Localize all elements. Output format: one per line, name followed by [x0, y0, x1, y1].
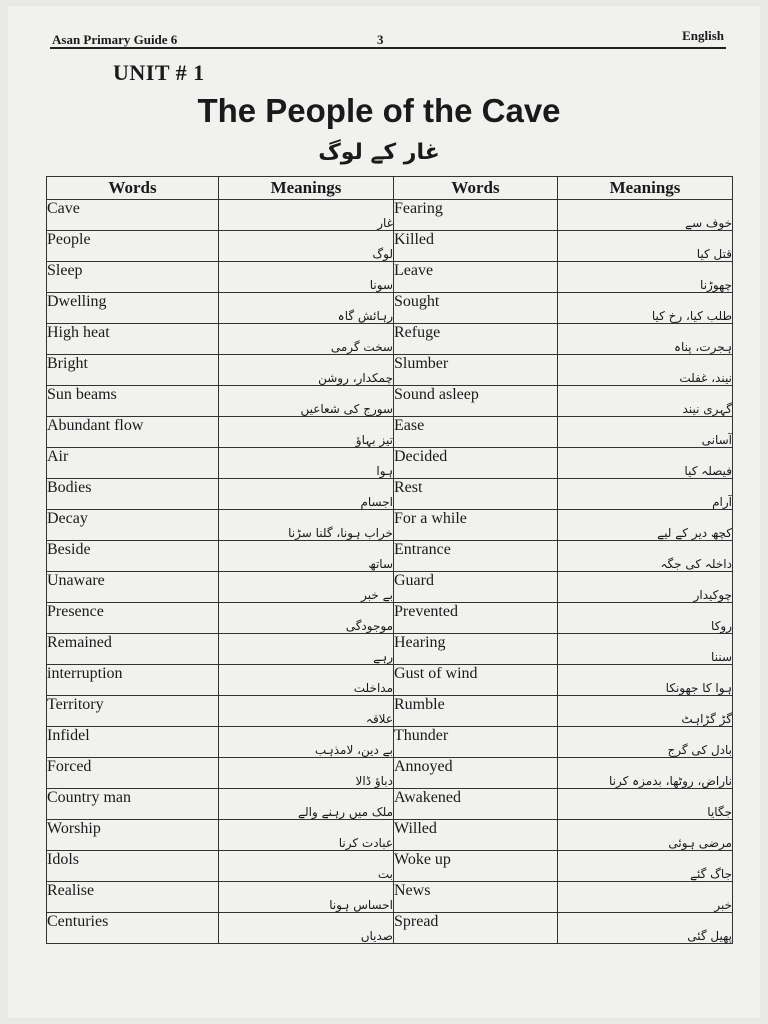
- word-cell: Infidel: [47, 727, 219, 758]
- word-cell: Sun beams: [47, 386, 219, 417]
- table-row: [47, 479, 733, 510]
- meaning-cell: دباؤ ڈالا: [219, 758, 394, 789]
- table-row: [47, 231, 733, 262]
- meaning-cell: عبادت کرنا: [219, 820, 394, 851]
- word-cell: Bodies: [47, 479, 219, 510]
- table-row: [47, 820, 733, 851]
- word-cell: Beside: [47, 541, 219, 572]
- word-cell: Willed: [394, 820, 558, 851]
- meaning-cell: چمکدار، روشن: [219, 355, 394, 386]
- meaning-cell: گہری نیند: [558, 386, 733, 417]
- meaning-cell: احساس ہونا: [219, 882, 394, 913]
- word-cell: Ease: [394, 417, 558, 448]
- meaning-cell: گڑ گڑاہٹ: [558, 696, 733, 727]
- meaning-cell: بے دین، لامذہب: [219, 727, 394, 758]
- word-cell: Thunder: [394, 727, 558, 758]
- meaning-cell: چوکیدار: [558, 572, 733, 603]
- word-cell: Refuge: [394, 324, 558, 355]
- book-name: Asan Primary Guide 6: [52, 32, 178, 47]
- table-row: [47, 448, 733, 479]
- meaning-cell: جگایا: [558, 789, 733, 820]
- table-row: [47, 324, 733, 355]
- meaning-cell: جاگ گئے: [558, 851, 733, 882]
- table-row: [47, 417, 733, 448]
- page-number: 3: [377, 32, 384, 47]
- meaning-cell: رہائش گاہ: [219, 293, 394, 324]
- word-cell: Decay: [47, 510, 219, 541]
- word-cell: Awakened: [394, 789, 558, 820]
- table-row: [47, 789, 733, 820]
- word-cell: Annoyed: [394, 758, 558, 789]
- word-cell: Spread: [394, 913, 558, 944]
- meaning-cell: آسانی: [558, 417, 733, 448]
- word-cell: Leave: [394, 262, 558, 293]
- word-cell: Forced: [47, 758, 219, 789]
- meaning-cell: بادل کی گرج: [558, 727, 733, 758]
- word-cell: Guard: [394, 572, 558, 603]
- word-cell: Presence: [47, 603, 219, 634]
- meaning-cell: غار: [219, 200, 394, 231]
- page-title: The People of the Cave: [197, 92, 561, 129]
- word-cell: Worship: [47, 820, 219, 851]
- table-row: [47, 262, 733, 293]
- word-cell: High heat: [47, 324, 219, 355]
- word-cell: People: [47, 231, 219, 262]
- word-cell: Woke up: [394, 851, 558, 882]
- table-row: [47, 913, 733, 944]
- meaning-cell: اجسام: [219, 479, 394, 510]
- running-header: [44, 26, 726, 48]
- word-cell: Abundant flow: [47, 417, 219, 448]
- meaning-cell: بے خبر: [219, 572, 394, 603]
- table-row: [47, 758, 733, 789]
- meanings-header: Meanings: [219, 177, 394, 200]
- table-row: [47, 572, 733, 603]
- meaning-cell: خراب ہونا، گلنا سڑنا: [219, 510, 394, 541]
- word-cell: For a while: [394, 510, 558, 541]
- meaning-cell: آرام: [558, 479, 733, 510]
- word-cell: Cave: [47, 200, 219, 231]
- word-cell: Unaware: [47, 572, 219, 603]
- word-cell: Sought: [394, 293, 558, 324]
- word-cell: Gust of wind: [394, 665, 558, 696]
- meaning-cell: روکا: [558, 603, 733, 634]
- table-row: [47, 696, 733, 727]
- meaning-cell: ہوا: [219, 448, 394, 479]
- word-cell: Sleep: [47, 262, 219, 293]
- word-cell: Rest: [394, 479, 558, 510]
- meaning-cell: داخلہ کی جگہ: [558, 541, 733, 572]
- meaning-cell: طلب کیا، رخ کیا: [558, 293, 733, 324]
- meaning-cell: ہوا کا جھونکا: [558, 665, 733, 696]
- word-cell: Bright: [47, 355, 219, 386]
- word-cell: Idols: [47, 851, 219, 882]
- meaning-cell: علاقہ: [219, 696, 394, 727]
- table-row: [47, 727, 733, 758]
- word-cell: Country man: [47, 789, 219, 820]
- word-cell: Centuries: [47, 913, 219, 944]
- word-cell: Rumble: [394, 696, 558, 727]
- meaning-cell: ناراض، روٹھا، بدمزہ کرنا: [558, 758, 733, 789]
- word-cell: Dwelling: [47, 293, 219, 324]
- table-row: [47, 541, 733, 572]
- meaning-cell: قتل کیا: [558, 231, 733, 262]
- table-row: [47, 603, 733, 634]
- table-row: [47, 882, 733, 913]
- word-cell: Entrance: [394, 541, 558, 572]
- unit-label: UNIT # 1: [113, 60, 205, 85]
- word-cell: Remained: [47, 634, 219, 665]
- word-cell: Hearing: [394, 634, 558, 665]
- table-row: [47, 851, 733, 882]
- table-row: [47, 386, 733, 417]
- meaning-cell: سخت گرمی: [219, 324, 394, 355]
- words-header: Words: [394, 177, 558, 200]
- word-cell: Realise: [47, 882, 219, 913]
- word-cell: interruption: [47, 665, 219, 696]
- word-cell: Fearing: [394, 200, 558, 231]
- meaning-cell: لوگ: [219, 231, 394, 262]
- word-cell: Decided: [394, 448, 558, 479]
- meaning-cell: خوف سے: [558, 200, 733, 231]
- word-cell: Sound asleep: [394, 386, 558, 417]
- meaning-cell: موجودگی: [219, 603, 394, 634]
- table-row: [47, 200, 733, 231]
- header-rule: [50, 47, 726, 49]
- meanings-header: Meanings: [558, 177, 733, 200]
- word-cell: Slumber: [394, 355, 558, 386]
- word-cell: Killed: [394, 231, 558, 262]
- table-row: [47, 634, 733, 665]
- meaning-cell: سورج کی شعاعیں: [219, 386, 394, 417]
- table-header-row: [47, 177, 733, 200]
- meaning-cell: پھیل گئی: [558, 913, 733, 944]
- word-cell: News: [394, 882, 558, 913]
- table-row: [47, 665, 733, 696]
- meaning-cell: مرضی ہوئی: [558, 820, 733, 851]
- urdu-title: غار کے لوگ: [318, 140, 440, 165]
- words-header: Words: [47, 177, 219, 200]
- meaning-cell: نیند، غفلت: [558, 355, 733, 386]
- vocabulary-table: [46, 176, 733, 944]
- meaning-cell: تیز بہاؤ: [219, 417, 394, 448]
- meaning-cell: ہجرت، پناہ: [558, 324, 733, 355]
- meaning-cell: بت: [219, 851, 394, 882]
- meaning-cell: کچھ دیر کے لیے: [558, 510, 733, 541]
- meaning-cell: ملک میں رہنے والے: [219, 789, 394, 820]
- table-row: [47, 355, 733, 386]
- meaning-cell: ساتھ: [219, 541, 394, 572]
- table-row: [47, 510, 733, 541]
- meaning-cell: سونا: [219, 262, 394, 293]
- meaning-cell: چھوڑنا: [558, 262, 733, 293]
- meaning-cell: صدیاں: [219, 913, 394, 944]
- word-cell: Air: [47, 448, 219, 479]
- subject-name: English: [682, 28, 724, 43]
- meaning-cell: سننا: [558, 634, 733, 665]
- meaning-cell: فیصلہ کیا: [558, 448, 733, 479]
- meaning-cell: مداخلت: [219, 665, 394, 696]
- meaning-cell: رہے: [219, 634, 394, 665]
- meaning-cell: خبر: [558, 882, 733, 913]
- word-cell: Prevented: [394, 603, 558, 634]
- word-cell: Territory: [47, 696, 219, 727]
- table-body: [47, 200, 733, 944]
- table-row: [47, 293, 733, 324]
